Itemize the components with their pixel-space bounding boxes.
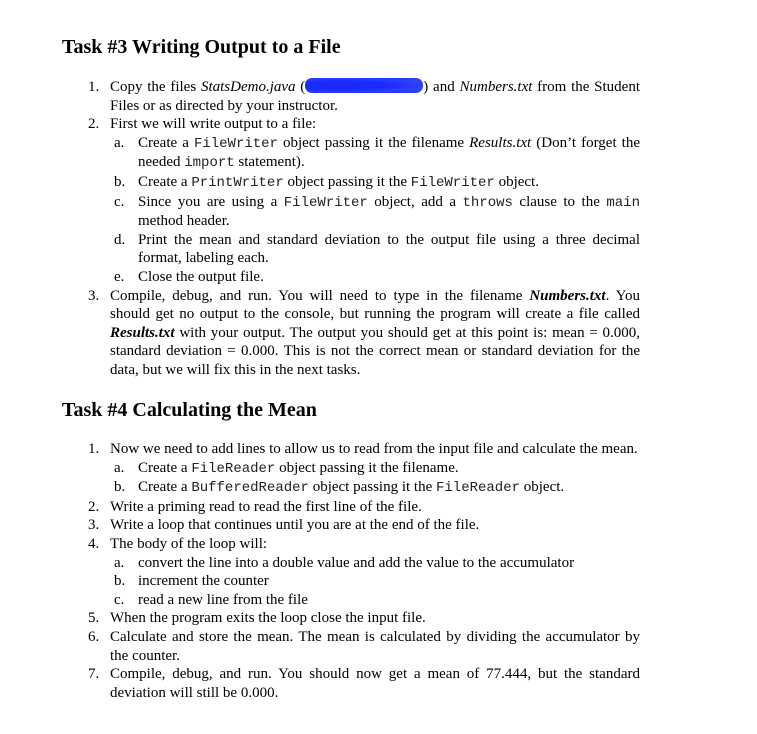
text-run: 1. xyxy=(88,441,100,457)
text-run: FileWriter xyxy=(193,135,278,152)
text-run: FileWriter xyxy=(410,174,495,191)
sub-item xyxy=(88,554,640,573)
text-run: Numbers.txt xyxy=(459,79,533,95)
text-run: method header. xyxy=(138,213,230,230)
text-run: object passing it the filename. xyxy=(275,459,459,476)
text-style xyxy=(529,288,605,304)
text-run: main xyxy=(606,194,640,211)
text-run: Create a xyxy=(138,173,192,190)
text-run: Write a priming read to read the first line of the file. xyxy=(110,498,422,515)
text-run: Create a xyxy=(138,134,194,151)
text-run: clause to the xyxy=(512,193,607,210)
text-run: convert the line into a double value and add the value to the accumulator xyxy=(138,554,575,571)
list-item xyxy=(88,78,640,115)
text-run: Since you are using a xyxy=(138,193,284,210)
sub-item xyxy=(88,572,640,591)
redaction-scribble xyxy=(305,78,423,93)
text-run: Compile, debug, and run. You will need to type in the filename xyxy=(110,287,530,304)
text-run: ) and xyxy=(423,79,460,95)
text-run: Close the output file. xyxy=(138,268,264,285)
text-run: 4. xyxy=(88,535,100,552)
text-run: 6. xyxy=(88,628,100,645)
sub-item xyxy=(88,591,640,610)
list-item xyxy=(88,498,640,517)
text-run: Copy the files xyxy=(110,79,201,95)
text-run: increment the counter xyxy=(138,573,269,590)
text-run: Now we need to add lines to allow us to read from the input file and calculate the mean. xyxy=(110,441,638,457)
text-run: Results.txt xyxy=(110,324,175,341)
task3-heading: Task #3 Writing Output to a File xyxy=(62,36,341,58)
text-run: (Don’t forget the needed xyxy=(138,134,641,171)
text-run: a. xyxy=(114,554,125,571)
text-run: Calculate and store the mean. The mean is calculated by dividing the accumulator by the counter. xyxy=(110,628,640,664)
text-run: Print the mean and standard deviation to the output file using a three decimal format, labeling each. xyxy=(138,231,640,267)
list-item xyxy=(88,628,640,665)
text-run: throws xyxy=(462,194,513,211)
text-run: import xyxy=(184,155,235,172)
task4-list xyxy=(88,440,640,702)
text-run: Numbers.txt xyxy=(529,287,606,304)
text-run: PrintWriter xyxy=(191,174,284,191)
text-run: StatsDemo.java xyxy=(200,79,296,95)
text-run: c. xyxy=(114,591,125,608)
text-run: object. xyxy=(520,479,565,496)
text-run: a. xyxy=(114,459,125,476)
text-run: d. xyxy=(114,231,126,248)
text-run: object, add a xyxy=(367,193,463,210)
task4-heading: Task #4 Calculating the Mean xyxy=(62,399,317,421)
text-run: object passing it the xyxy=(308,479,436,496)
text-run: object passing it the filename xyxy=(277,134,470,151)
list-item xyxy=(88,287,640,380)
sub-item xyxy=(88,459,640,479)
text-run: ( xyxy=(295,79,306,95)
text-run: Write a loop that continues until you are at the end of the file. xyxy=(110,517,480,534)
text-run: a. xyxy=(114,134,125,151)
text-run: Create a xyxy=(138,479,192,496)
text-run: b. xyxy=(114,573,126,590)
text-run: 3. xyxy=(88,287,100,304)
sub-item xyxy=(88,193,640,231)
list-item xyxy=(88,440,640,459)
sub-item xyxy=(88,173,640,193)
text-run: . You should get no output to the console, but running the program will create a file called xyxy=(110,287,640,323)
text-run: 2. xyxy=(88,498,100,515)
task3-list xyxy=(88,78,640,380)
list-item xyxy=(88,665,640,702)
list-item xyxy=(88,115,640,134)
text-style xyxy=(110,325,175,341)
text-run: object. xyxy=(494,173,539,190)
text-run: b. xyxy=(114,479,126,496)
sub-item xyxy=(88,478,640,498)
text-run: c. xyxy=(114,193,125,210)
text-run: 3. xyxy=(88,517,100,534)
list-item xyxy=(88,535,640,554)
text-run: Compile, debug, and run. You should now get a mean of 77.444, but the standard deviation will still be 0.000. xyxy=(110,666,640,701)
sub-item xyxy=(88,134,640,173)
text-run: from the Student Files or as directed by your instructor. xyxy=(110,79,641,114)
text-run: When the program exits the loop close the input file. xyxy=(110,610,426,627)
text-run: FileReader xyxy=(191,460,276,477)
text-run: e. xyxy=(114,268,125,285)
text-run: FileReader xyxy=(436,480,521,497)
sub-item xyxy=(88,268,640,287)
text-run: First we will write output to a file: xyxy=(110,116,317,133)
item-number: 1. xyxy=(88,79,100,95)
text-run: Results.txt xyxy=(469,134,532,151)
text-run: Create a xyxy=(138,459,192,476)
list-item xyxy=(88,516,640,535)
text-run: b. xyxy=(114,173,126,190)
text-run: object passing it the xyxy=(283,173,411,190)
text-run: read a new line from the file xyxy=(138,591,308,608)
list-item xyxy=(88,609,640,628)
text-run: 2. xyxy=(88,116,100,133)
text-run: statement). xyxy=(234,154,305,171)
text-run: 7. xyxy=(88,666,100,683)
text-run: BufferedReader xyxy=(191,480,309,497)
text-run: with your output. The output you should get at this point is: mean = 0.000, standard deviation = 0.000. This is not the correct mean or standard deviation for the data, but we will fix this in the next tasks. xyxy=(110,324,640,378)
text-run: FileWriter xyxy=(283,194,368,211)
sub-item xyxy=(88,231,640,268)
text-run: 5. xyxy=(88,610,100,627)
text-run: The body of the loop will: xyxy=(110,535,268,552)
